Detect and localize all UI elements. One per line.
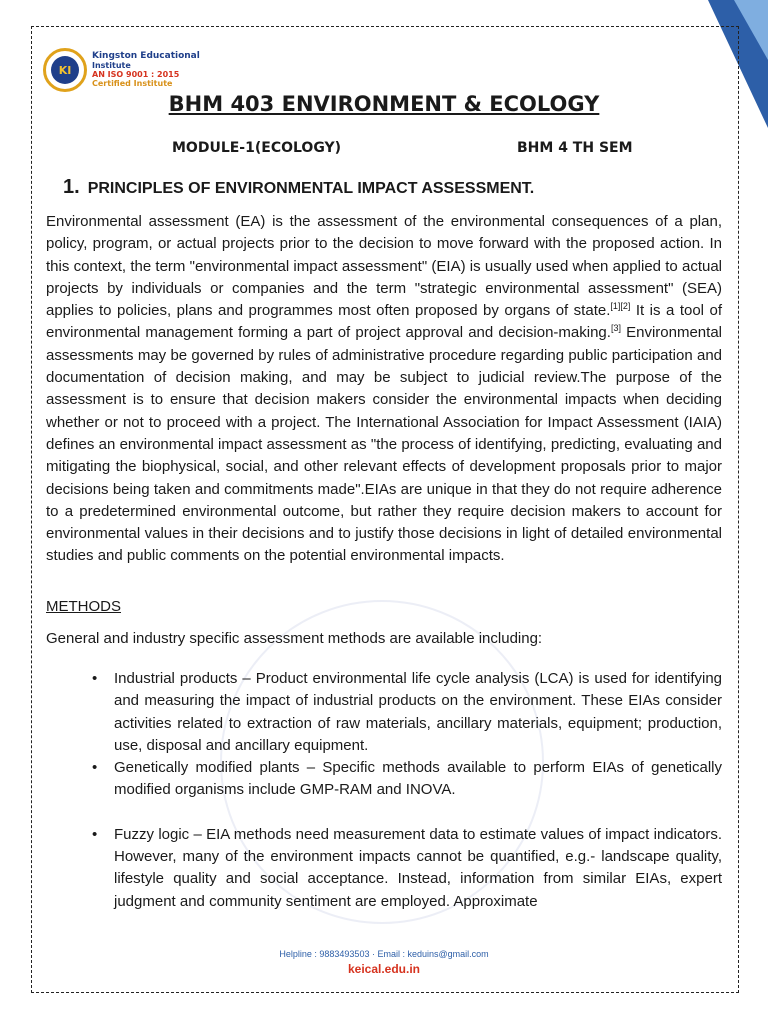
logo-text [92, 52, 200, 88]
methods-heading: METHODS [46, 598, 121, 615]
logo-line-3: AN ISO 9001 : 2015 [92, 70, 180, 79]
section-number: 1. [63, 176, 80, 198]
logo-seal-icon [43, 48, 87, 92]
semester-label: BHM 4 TH SEM [517, 140, 633, 156]
module-label: MODULE-1(ECOLOGY) [172, 140, 342, 156]
methods-list [92, 668, 722, 913]
logo-line-1: Kingston Educational [92, 51, 200, 61]
section-heading [63, 176, 534, 199]
intro-paragraph: Environmental assessment (EA) is the assessment of the environmental consequences of a plan, policy, program, or actual projects prior to the decision to move forward with the proposed action. In this context, the term "environmental impact assessment" (EIA) is usually used when applied to actual projects by individuals or companies and the term "strategic environmental assessment" (SEA) applies to policies, plans and programmes most often proposed by organs of state.[1][2] It is a tool of environmental management forming a part of project approval and decision-making.[3] Environmental assessments may be governed by rules of administrative procedure regarding public participation and documentation of decision making, and may be subject to judicial review.The purpose of the assessment is to ensure that decision makers consider the environmental impacts when deciding whether or not to proceed with a project. The International Association for Impact Assessment (IAIA) defines an environmental impact assessment as "the process of identifying, predicting, evaluating and mitigating the biophysical, social, and other relevant effects of development proposals prior to major decisions being taken and commitments made".EIAs are unique in that they do not require adherence to a predetermined environmental outcome, but rather they require decision makers to account for environmental values in their decisions and to justify those decisions in light of detailed environmental studies and public comments on the potential environmental impacts. [46, 213, 722, 565]
institute-logo [43, 48, 200, 92]
footer-website[interactable]: keical.edu.in [347, 962, 421, 976]
logo-line-4: Certified Institute [92, 79, 173, 88]
citation-1-2[interactable]: [1][2] [610, 301, 631, 312]
section-title: PRINCIPLES OF ENVIRONMENTAL IMPACT ASSESSMENT. [87, 180, 535, 197]
list-item: • Genetically modified plants – Specific methods available to perform EIAs of genetically modified organisms include GMP-RAM and INOVA. [92, 757, 722, 802]
page-title: BHM 403 ENVIRONMENT & ECOLOGY [168, 92, 600, 116]
logo-line-2: Institute [92, 61, 131, 70]
methods-intro: General and industry specific assessment methods are available including: [46, 630, 543, 647]
list-item: • Fuzzy logic – EIA methods need measurement data to estimate values of impact indicators. However, many of the environment impacts cannot be quantified, e.g.- landscape quality, lifestyle quality and social acceptance. Instead, information from similar EIAs, expert judgment and community sentiment are employed. Approximate [92, 824, 722, 913]
list-item: • Industrial products – Product environmental life cycle analysis (LCA) is used for identifying and measuring the impact of industrial products on the environment. These EIAs consider activities related to extraction of raw materials, ancillary materials, equipment; production, use, disposal and ancillary equipment. [92, 668, 722, 757]
logo-badge: KI [51, 56, 79, 84]
footer-contact: Helpline : 9883493503 · Email : keduins@gmail.com [279, 949, 489, 959]
corner-decoration-light [734, 0, 768, 60]
citation-3[interactable]: [3] [610, 323, 621, 334]
